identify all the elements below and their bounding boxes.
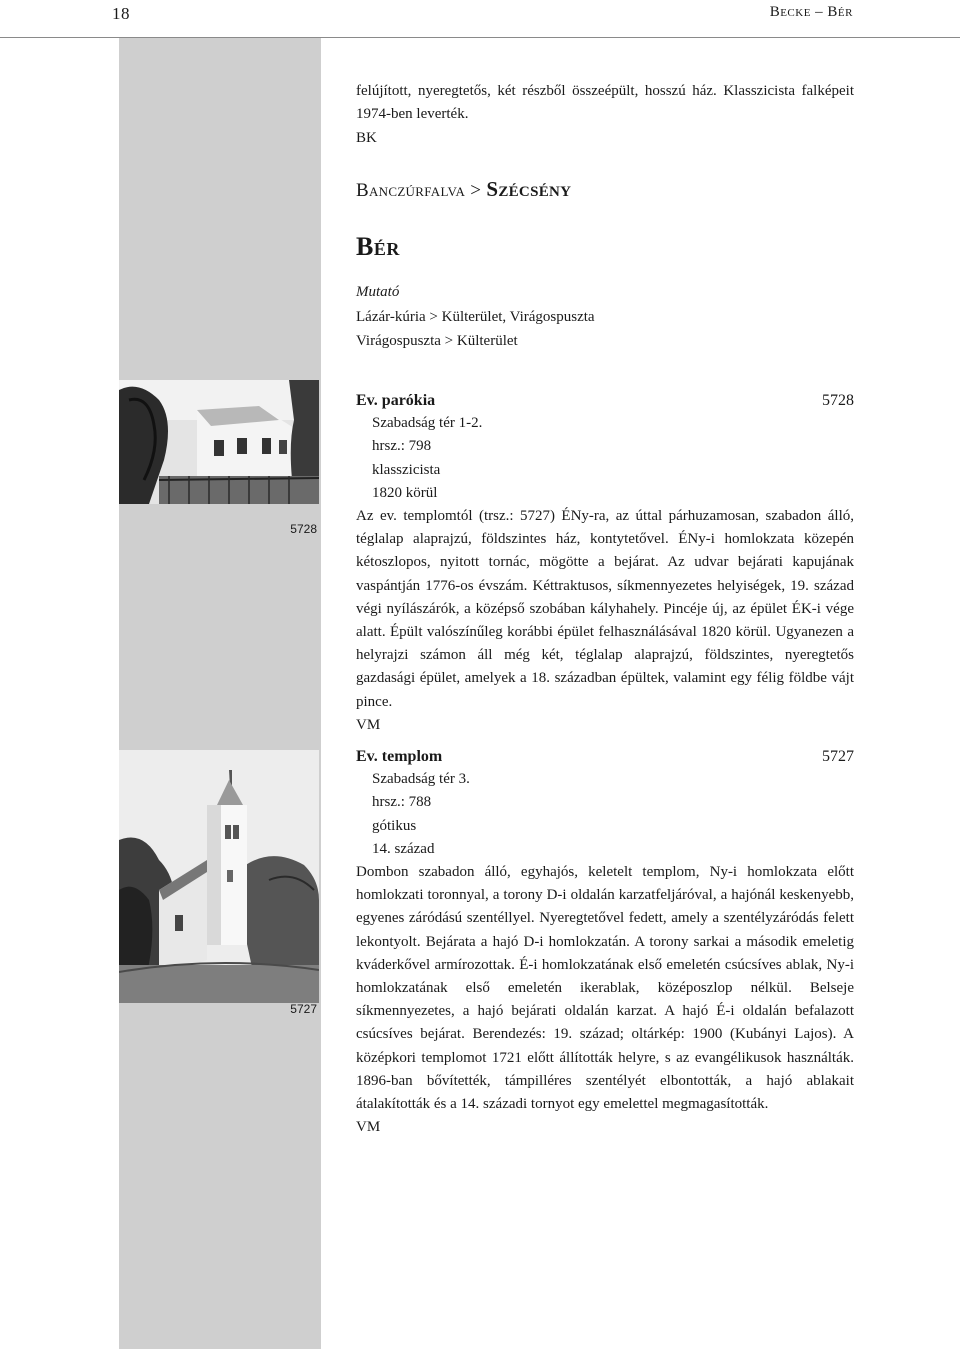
photo-label-5727: 5727 (290, 1002, 317, 1016)
entry-header (356, 745, 854, 768)
intro-text: felújított, nyeregtetős, két részből összeépült, hosszú ház. Klasszicista falképeit 1974-ben leverték. (356, 83, 854, 123)
entry-initials: VM (356, 1119, 381, 1136)
entry-templom (356, 745, 854, 1139)
entry-hrsz: hrsz.: 788 (372, 794, 432, 811)
entry-style: klasszicista (372, 461, 441, 478)
city-heading (356, 178, 854, 202)
index-line: Virágospuszta > Külterület (356, 333, 518, 350)
index-block (356, 280, 854, 354)
entry-address: Szabadság tér 3. (372, 771, 470, 788)
entry-parokia (356, 389, 854, 737)
entry-style: gótikus (372, 817, 417, 834)
city-heading-prefix: Banczúrfalva > (356, 180, 487, 202)
entry-initials: VM (356, 716, 381, 733)
index-line: Lázár-kúria > Külterület, Virágospuszta (356, 308, 595, 325)
city-heading-name: Szécsény (486, 177, 572, 202)
parsonage-photo (119, 380, 319, 504)
entry-hrsz: hrsz.: 798 (372, 438, 432, 455)
entry-title: Ev. parókia (356, 392, 436, 409)
main-column (356, 80, 854, 354)
entry-number: 5728 (822, 392, 854, 409)
running-head: Becke – Bér (769, 4, 853, 20)
entry-description: Az ev. templomtól (trsz.: 5727) ÉNy-ra, az úttal párhuzamosan, szabadon álló, téglalap alaprajzú, földszintes ház, kontytetővel. ÉNy-i homlokzata közepén kétoszlopos, nyitott tornác, mögötte a bejárat. Az udvar bejárati kapujának vaspántján 1776-os évszám. Kéttraktusos, síkmennyezetes helyiségek, 19. század végi nyílászárók, a középső szobában kályhahely. Pincéje új, az épület ÉK-i vége alatt. Épült valószínűleg korábbi épület felhasználásával 1820 körül. Ugyanezen a helyrajzi számon áll még két, téglalap alaprajzú, földszintes, nyeregtetős gazdasági épület, amelyek a 18. században épültek, valamint egy félig földbe vájt pince. (356, 508, 854, 710)
entry-date: 14. század (372, 840, 435, 857)
page-header (0, 0, 960, 38)
side-column (119, 38, 321, 1349)
entry-number: 5727 (822, 748, 854, 765)
entry-date: 1820 körül (372, 484, 438, 501)
page-number: 18 (112, 4, 130, 23)
intro-initials: BK (356, 129, 377, 146)
entry-address: Szabadság tér 1-2. (372, 415, 483, 432)
church-photo-image (119, 750, 319, 1003)
church-photo (119, 750, 319, 1003)
entry-header (356, 389, 854, 412)
entry-title: Ev. templom (356, 748, 443, 765)
photo-label-5728: 5728 (290, 522, 317, 536)
place-heading: Bér (356, 231, 400, 261)
entry-description: Dombon szabadon álló, egyhajós, keletelt templom, Ny-i homlokzata előtt homlokzati toronnyal, a torony D-i oldalán karzatfeljáróval, a hajónál keskenyebb, egyenes záródású szentéllyel. Nyeregtetővel fedett, amely a szentélyzáródás felett lekontyolt. Bejárata a hajó D-i homlokzatán. A torony sarkai a második emeletig kváderkővel armírozottak. É-i homlokzatának első emeletén csúcsíves ablak, Ny-i homlokzatának első emeletén ikerablak, középoszlop nélkül. Belseje síkmennyezetes, a hajó bejárati oldalán karzat. A hajó É-i oldalán befalazott csúcsíves bejárat. Berendezés: 19. század; oltárkép: 1900 (Kubányi Lajos). A középkori templomot 1721 előtt állították helyre, s az evangélikusok használták. 1896-ban bővítették, támpilléres szentélyét elbontották, a hajó ablakait átalakították és a 14. századi tornyot egy emelettel megmagasították. (356, 864, 854, 1113)
index-title: Mutató (356, 284, 400, 301)
parsonage-photo-image (119, 380, 319, 504)
